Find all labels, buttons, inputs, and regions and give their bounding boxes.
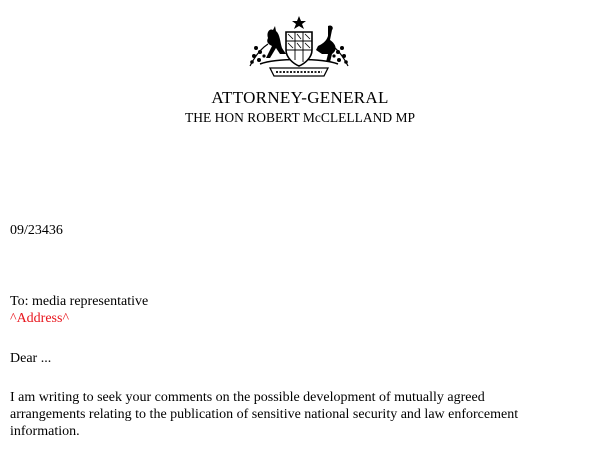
address-placeholder: ^Address^ bbox=[10, 311, 70, 326]
salutation: Dear ... bbox=[10, 351, 52, 366]
coat-of-arms-icon bbox=[246, 14, 352, 86]
letter-body-paragraph bbox=[10, 389, 590, 440]
body-line: information. bbox=[10, 424, 80, 439]
minister-name: THE HON ROBERT McCLELLAND MP bbox=[185, 110, 415, 125]
reference-number: 09/23436 bbox=[10, 223, 63, 238]
recipient-line: To: media representative bbox=[10, 294, 149, 309]
body-line: arrangements relating to the publication of sensitive national security and law enforcement bbox=[10, 407, 519, 422]
body-line: I am writing to seek your comments on the possible development of mutually agreed bbox=[10, 390, 485, 405]
office-title: ATTORNEY-GENERAL bbox=[211, 88, 389, 107]
